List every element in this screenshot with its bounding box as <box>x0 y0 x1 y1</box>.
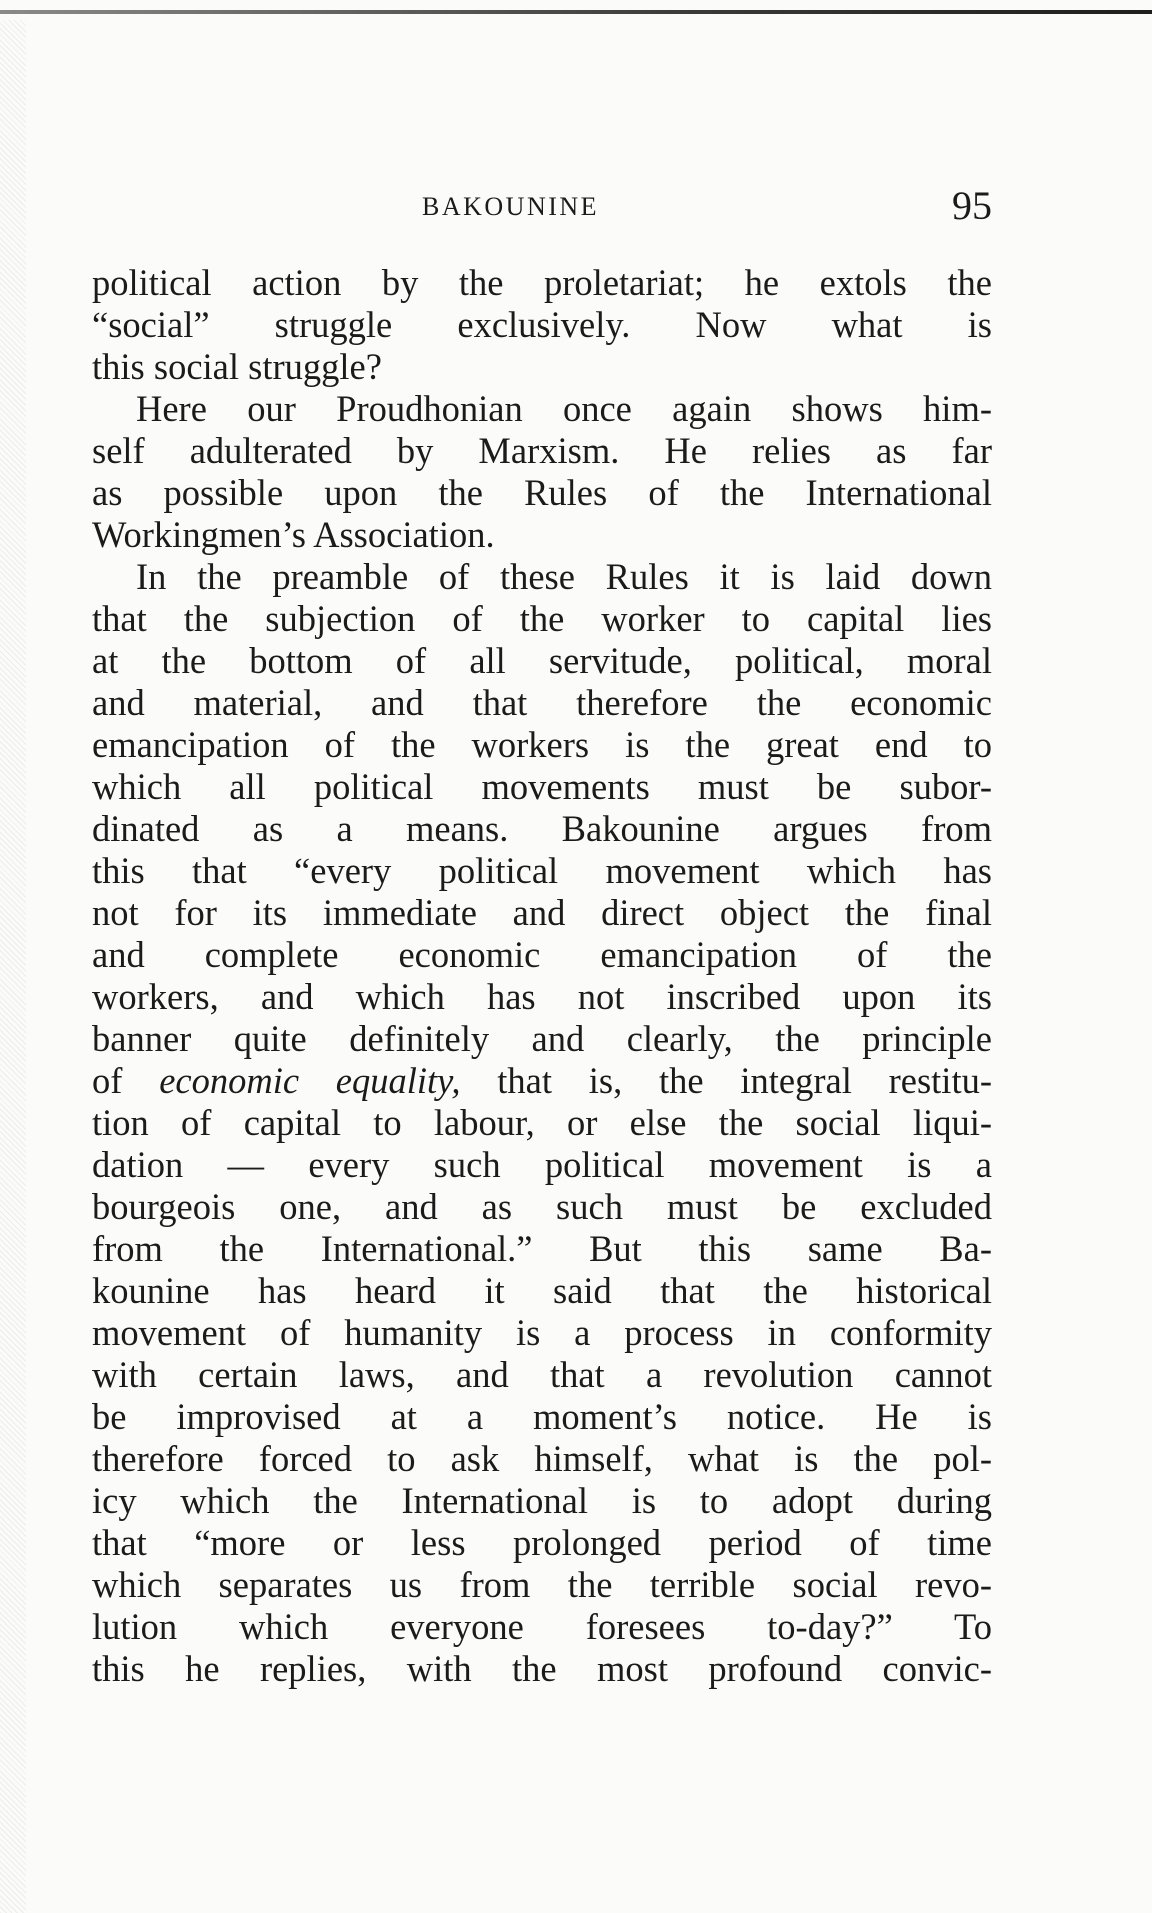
text-line: emancipation of the workers is the great end to <box>92 724 992 765</box>
text-line: and complete economic emancipation of the <box>92 934 992 975</box>
text-line: In the preamble of these Rules it is laid down <box>136 556 992 597</box>
text-segment: that is, the integral restitu- <box>460 1060 992 1101</box>
italic-phrase: economic equality, <box>159 1060 461 1101</box>
text-line: and material, and that therefore the economic <box>92 682 992 723</box>
scan-margin-noise <box>0 20 26 1913</box>
running-title: BAKOUNINE <box>422 192 600 221</box>
text-line: self adulterated by Marxism. He relies as far <box>92 430 992 471</box>
running-head <box>92 182 992 232</box>
text-line: Here our Proudhonian once again shows him- <box>136 388 992 429</box>
top-edge-rule <box>0 10 1152 14</box>
text-line: bourgeois one, and as such must be excluded <box>92 1186 992 1227</box>
text-line: tion of capital to labour, or else the social liqui- <box>92 1102 992 1143</box>
text-line: “social” struggle exclusively. Now what is <box>92 304 992 345</box>
text-line: kounine has heard it said that the historical <box>92 1270 992 1311</box>
text-line: dinated as a means. Bakounine argues from <box>92 808 992 849</box>
text-line: this he replies, with the most profound convic- <box>92 1648 992 1689</box>
text-line: icy which the International is to adopt during <box>92 1480 992 1521</box>
text-line: not for its immediate and direct object the final <box>92 892 992 933</box>
text-line: which separates us from the terrible social revo- <box>92 1564 992 1605</box>
text-line: therefore forced to ask himself, what is the pol- <box>92 1438 992 1479</box>
text-line-with-italic <box>92 1060 992 1102</box>
text-line: that the subjection of the worker to capital lies <box>92 598 992 639</box>
text-line: political action by the proletariat; he extols the <box>92 262 992 303</box>
text-line: be improvised at a moment’s notice. He is <box>92 1396 992 1437</box>
text-line: workers, and which has not inscribed upon its <box>92 976 992 1017</box>
page-number: 95 <box>952 183 992 228</box>
body-text <box>92 262 992 1690</box>
text-line: this that “every political movement which has <box>92 850 992 891</box>
text-line: which all political movements must be subor- <box>92 766 992 807</box>
text-segment: of <box>92 1060 160 1101</box>
text-line: banner quite definitely and clearly, the principle <box>92 1018 992 1059</box>
text-line: dation — every such political movement is a <box>92 1144 992 1185</box>
text-line: that “more or less prolonged period of time <box>92 1522 992 1563</box>
text-line: as possible upon the Rules of the International <box>92 472 992 513</box>
text-line: lution which everyone foresees to-day?” To <box>92 1606 992 1647</box>
text-line: from the International.” But this same Ba- <box>92 1228 992 1269</box>
text-line: movement of humanity is a process in conformity <box>92 1312 992 1353</box>
text-line: Workingmen’s Association. <box>92 514 495 555</box>
text-line: at the bottom of all servitude, political, moral <box>92 640 992 681</box>
text-line: this social struggle? <box>92 346 382 387</box>
text-line: with certain laws, and that a revolution cannot <box>92 1354 992 1395</box>
